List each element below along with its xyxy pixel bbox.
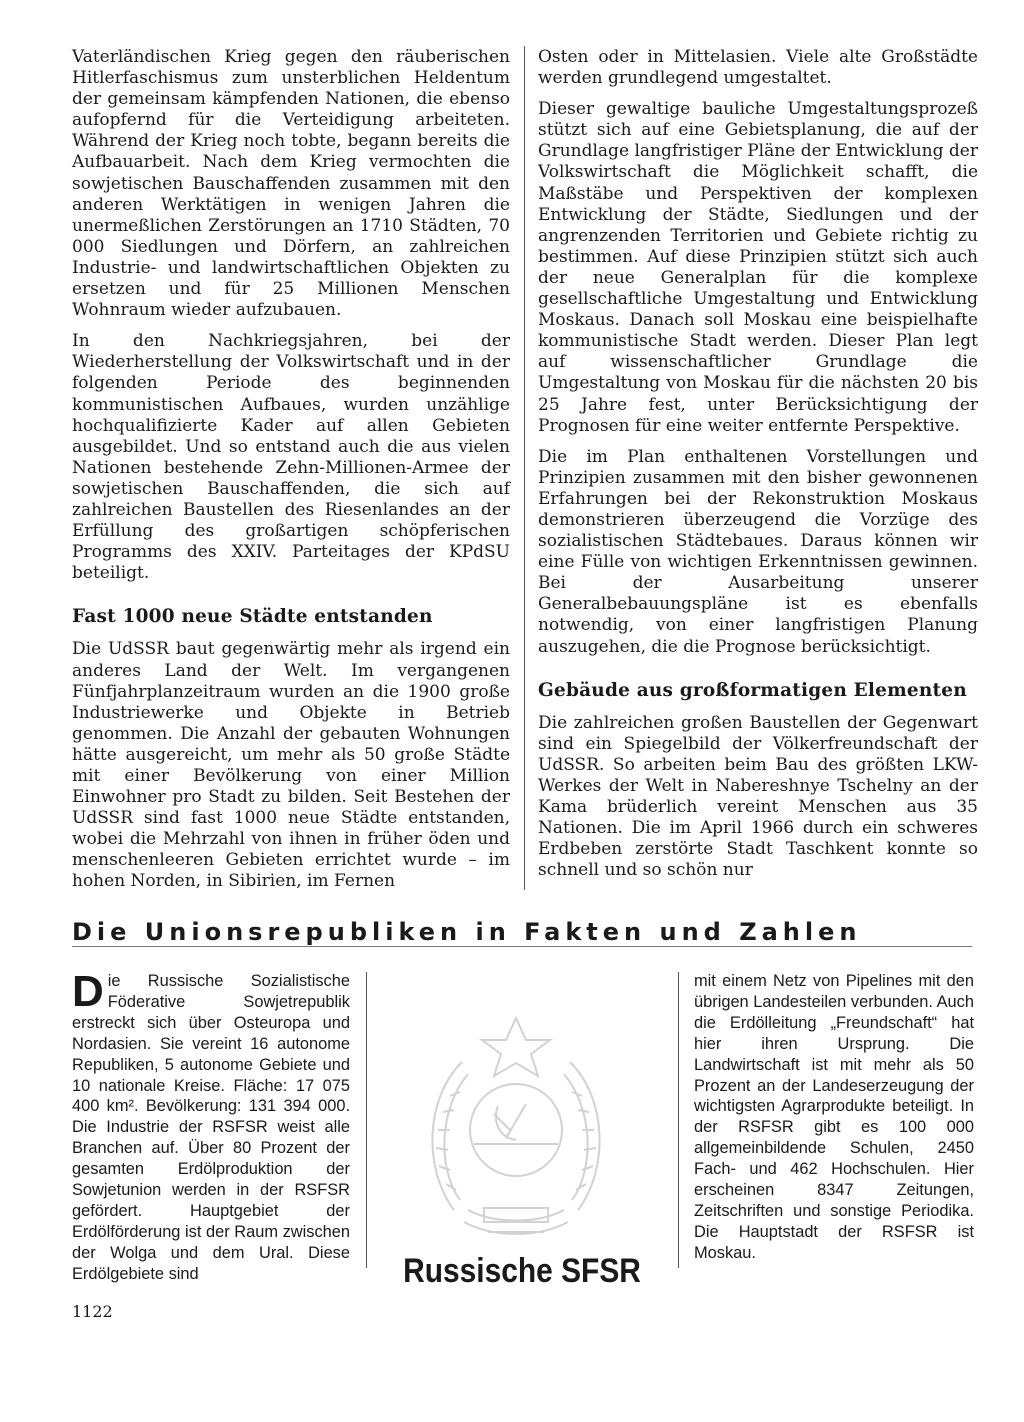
fact-box-left-text: ie Russische Sozialistische Föderative Sowjetrepublik erstreckt sich über Osteuropa und Nordasien. Sie vereint 16 autonome Republiken, 5 autonome Gebiete und 10 nationale Kreise. Fläche: 17 075 400 km². Bevölkerung: 131 394 000. Die Industrie der RSFSR weist alle Branchen auf. Über 80 Prozent der gesamten Erdölproduktion der Sowjetunion werden in der RSFSR gefördert. Hauptgebiet der Erdölförderung ist der Raum zwischen der Wolga und dem Ural. Diese Erdölgebiete sind [72, 972, 350, 1283]
banner-underline [72, 946, 972, 947]
right-paragraph-1: Osten oder in Mittelasien. Viele alte Großstädte werden grundlegend umgestaltet. [538, 47, 978, 89]
republic-name: Russische SFSR [403, 1252, 641, 1290]
fact-box-right-text: mit einem Netz von Pipelines mit den übrigen Landesteilen verbunden. Auch die Erdölleitung „Freundschaft“ hat hier ihren Ursprung. Die Landwirtschaft ist mit mehr als 50 Prozent an der Landeserzeugung der wichtigsten Agrarprodukte beteiligt. In der RSFSR gibt es 100 000 allgemeinbildende Schulen, 2450 Fach- und 462 Hochschulen. Hier erscheinen 8347 Zeitungen, Zeitschriften und sonstige Periodika. Die Hauptstadt der RSFSR ist Moskau. [694, 972, 974, 1262]
section-heading-new-cities: Fast 1000 neue Städte entstanden [72, 606, 433, 628]
drop-cap: D [72, 967, 104, 1016]
page-number: 1122 [72, 1302, 113, 1321]
banner-title: Die Unionsrepubliken in Fakten und Zahlen [72, 918, 862, 946]
coat-of-arms-icon [414, 1010, 618, 1250]
left-paragraph-2: In den Nachkriegsjahren, bei der Wiederherstellung der Volkswirtschaft und in der folgenden Periode des beginnenden kommunistischen Aufbaues, wurden unzählige hochqualifizierte Kader auf allen Gebieten ausgebildet. Und so entstand auch die aus vielen Nationen bestehende Zehn-Millionen-Armee der sowjetischen Bauschaffenden, die sich auf zahlreichen Baustellen des Riesenlandes an der Erfüllung des großartigen schöpferischen Programms des XXIV. Parteitages der KPdSU beteiligt. [72, 331, 510, 584]
left-paragraph-1: Vaterländischen Krieg gegen den räuberischen Hitlerfaschismus zum unsterblichen Heldentum der gemeinsam kämpfenden Nationen, die ebenso aufopfernd für die Verteidigung arbeiteten. Während der Krieg noch tobte, begann bereits die Aufbauarbeit. Nach dem Krieg vermochten die sowjetischen Bauschaffenden zusammen mit den anderen Werktätigen in wenigen Jahren die unermeßlichen Zerstörungen an 1710 Städten, 70 000 Siedlungen und Dörfern, an zahlreichen Industrie- und landwirtschaftlichen Objekten zu ersetzen und für 25 Millionen Menschen Wohnraum wieder aufzubauen. [72, 47, 510, 321]
fact-divider-right [678, 972, 679, 1268]
fact-box-right [694, 971, 974, 1264]
article-right-column [538, 47, 978, 891]
section-heading-building-elements: Gebäude aus großformatigen Elementen [538, 679, 967, 701]
fact-divider-left [366, 972, 367, 1268]
fact-box-left [72, 967, 350, 1285]
column-divider [524, 46, 525, 890]
article-left-column [72, 47, 510, 903]
right-paragraph-4: Die zahlreichen großen Baustellen der Gegenwart sind ein Spiegelbild der Völkerfreundschaft der UdSSR. So arbeiten beim Bau des größten LKW-Werkes der Welt in Nabereshnye Tschelny an der Kama brüderlich vereint Menschen aus 35 Nationen. Die im April 1966 durch ein schweres Erdbeben zerstörte Stadt Taschkent konnte so schnell und so schön nur [538, 712, 978, 881]
right-paragraph-3: Die im Plan enthaltenen Vorstellungen und Prinzipien zusammen mit den bisher gewonnenen Erfahrungen bei der Rekonstruktion Moskaus demonstrieren überzeugend die Vorzüge des sozialistischen Städtebaues. Daraus können wir eine Fülle von wichtigen Erkenntnissen gewinnen. Bei der Ausarbeitung unserer Generalbebauungspläne ist es ebenfalls notwendig, von einer langfristigen Planung auszugehen, die die Prognose berücksichtigt. [538, 446, 978, 657]
left-paragraph-3: Die UdSSR baut gegenwärtig mehr als irgend ein anderes Land der Welt. Im vergangenen Fünfjahrplanzeitraum wurden an die 1900 große Industriewerke und Objekte in Betrieb genommen. Die Anzahl der gebauten Wohnungen hätte ausgereicht, um mehr als 50 große Städte mit einer Bevölkerung von einer Million Einwohner pro Stadt zu bilden. Seit Bestehen der UdSSR sind fast 1000 neue Städte entstanden, wobei die Mehrzahl von ihnen in früher öden und menschenleeren Gebieten errichtet wurde – im hohen Norden, in Sibirien, im Fernen [72, 639, 510, 892]
right-paragraph-2: Dieser gewaltige bauliche Umgestaltungsprozeß stützt sich auf eine Gebietsplanung, die auf der Grundlage langfristiger Pläne der Entwicklung der Volkswirtschaft die Möglichkeit schafft, die Maßstäbe und Perspektiven der komplexen Entwicklung der Städte, Siedlungen und der angrenzenden Territorien und Gebiete richtig zu bestimmen. Auf diese Prinzipien stützt sich auch der neue Generalplan für die komplexe gesellschaftliche Umgestaltung und Entwicklung Moskaus. Danach soll Moskau eine beispielhafte kommunistische Stadt werden. Dieser Plan legt auf wissenschaftlicher Grundlage die Umgestaltung von Moskau für die nächsten 20 bis 25 Jahre fest, unter Berücksichtigung der Prognosen für eine weiter entfernte Perspektive. [538, 99, 978, 436]
